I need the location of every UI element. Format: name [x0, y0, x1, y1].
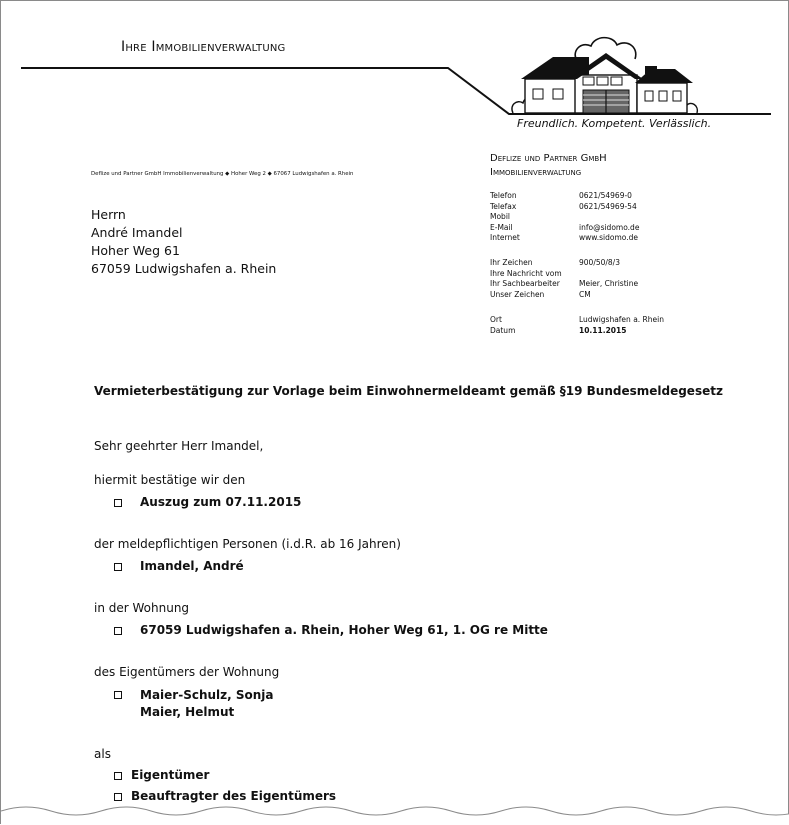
persons-option[interactable]	[114, 559, 244, 573]
checkbox-icon[interactable]	[114, 793, 122, 801]
letter-subject: Vermieterbestätigung zur Vorlage beim Einwohnermeldeamt gemäß §19 Bundesmeldegesetz	[94, 384, 723, 398]
firm-name-line2: Immobilienverwaltung	[490, 167, 582, 178]
datum-label: Datum	[490, 325, 516, 335]
role-owner-label: Eigentümer	[131, 768, 210, 782]
persons-intro: der meldepflichtigen Personen (i.d.R. ab 16 Jahren)	[94, 537, 401, 551]
firm-name	[490, 152, 607, 180]
contact-block	[490, 191, 639, 244]
owner-names	[140, 687, 274, 721]
flat-intro: in der Wohnung	[94, 601, 190, 615]
unser-zeichen-value: CM	[579, 289, 591, 299]
company-slogan: Freundlich. Kompetent. Verlässlich.	[517, 117, 712, 130]
nachricht-label: Ihre Nachricht vom	[490, 268, 562, 278]
role-owner-option[interactable]	[114, 768, 209, 782]
recipient-name: André Imandel	[91, 225, 183, 240]
intro-text: hiermit bestätige wir den	[94, 473, 246, 487]
ort-label: Ort	[490, 315, 502, 324]
move-out-option[interactable]	[114, 495, 301, 509]
as-intro: als	[94, 747, 111, 761]
mobil-label: Mobil	[490, 212, 510, 221]
owner-option[interactable]	[114, 687, 274, 721]
unser-zeichen-label: Unser Zeichen	[490, 289, 545, 299]
checkbox-icon[interactable]	[114, 772, 122, 780]
owner-intro: des Eigentümers der Wohnung	[94, 665, 280, 679]
flat-label: 67059 Ludwigshafen a. Rhein, Hoher Weg 61, 1. OG re Mitte	[140, 623, 548, 637]
recipient-street: Hoher Weg 61	[91, 243, 180, 258]
ihr-zeichen-label: Ihr Zeichen	[490, 258, 533, 267]
flat-option[interactable]	[114, 623, 548, 637]
owner-name-2: Maier, Helmut	[140, 705, 235, 719]
checkbox-icon[interactable]	[114, 627, 122, 635]
recipient-address	[91, 206, 276, 278]
greeting: Sehr geehrter Herr Imandel,	[94, 439, 264, 453]
persons-label: Imandel, André	[140, 559, 244, 573]
sender-address-line: Deflize und Partner GmbH Immobilienverwaltung ◆ Hoher Weg 2 ◆ 67067 Ludwigshafen a. Rhein	[91, 171, 354, 177]
role-agent-label: Beauftragter des Eigentümers	[131, 789, 337, 803]
internet-label: Internet	[490, 233, 520, 242]
reference-block	[490, 258, 638, 300]
email-label: E-Mail	[490, 222, 513, 232]
move-out-label: Auszug zum 07.11.2015	[140, 495, 302, 509]
house-logo	[509, 31, 699, 115]
ort-value: Ludwigshafen a. Rhein	[579, 315, 664, 324]
telefon-label: Telefon	[490, 191, 517, 200]
checkbox-icon[interactable]	[114, 563, 122, 571]
recipient-city: 67059 Ludwigshafen a. Rhein	[91, 261, 277, 276]
internet-value: www.sidomo.de	[579, 233, 638, 242]
email-value: info@sidomo.de	[579, 222, 640, 232]
telefon-value: 0621/54969-0	[579, 191, 632, 200]
telefax-value: 0621/54969-54	[579, 201, 637, 211]
recipient-salutation: Herrn	[91, 207, 126, 222]
sachbearbeiter-value: Meier, Christine	[579, 279, 639, 288]
place-date-block	[490, 315, 664, 336]
firm-name-line1: Deflize und Partner GmbH	[490, 153, 607, 164]
telefax-label: Telefax	[490, 201, 517, 211]
torn-page-edge	[1, 801, 789, 825]
checkbox-icon[interactable]	[114, 691, 122, 699]
ihr-zeichen-value: 900/50/8/3	[579, 258, 620, 267]
checkbox-icon[interactable]	[114, 499, 122, 507]
company-heading: Ihre Immobilienverwaltung	[121, 39, 286, 55]
datum-value: 10.11.2015	[579, 325, 627, 335]
owner-name-1: Maier-Schulz, Sonja	[140, 688, 274, 702]
sachbearbeiter-label: Ihr Sachbearbeiter	[490, 279, 560, 288]
